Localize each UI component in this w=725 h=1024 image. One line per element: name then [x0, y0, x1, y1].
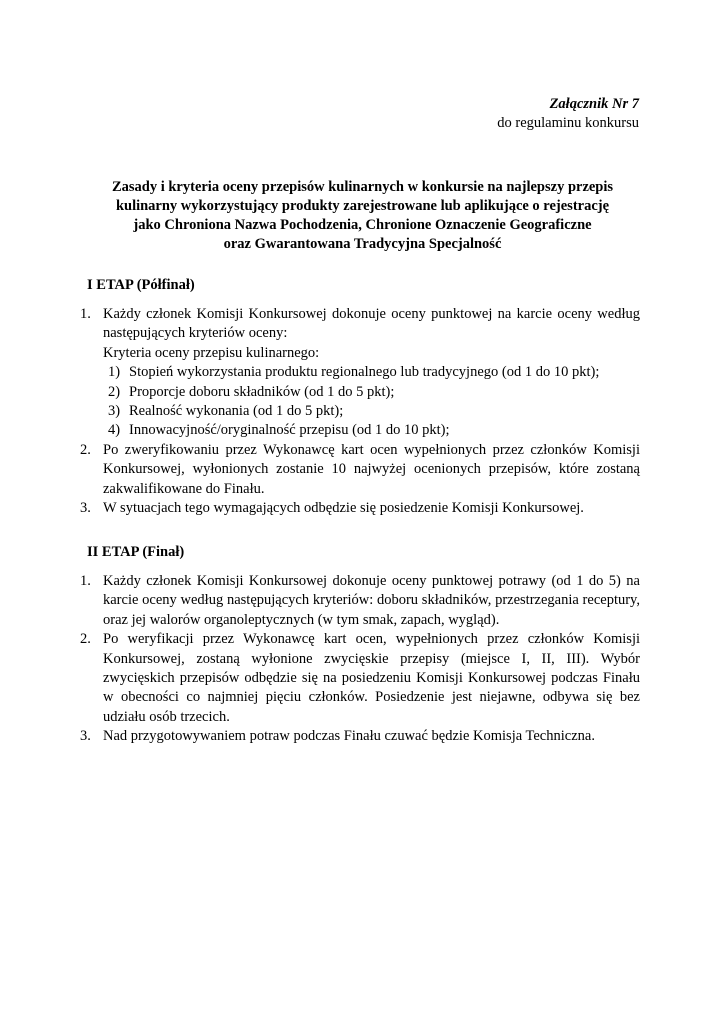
stage1-heading: I ETAP (Półfinał) — [87, 277, 195, 293]
list-item — [80, 727, 640, 746]
item-number: 2. — [80, 631, 91, 648]
list-item — [80, 499, 640, 518]
item-text: Po zweryfikowaniu przez Wykonawcę kart ocen wypełnionych przez członków Komisji Konkursowej, wyłonionych zostanie 10 najwyżej ocenionych przepisów, które zostaną zakwalifikowane do Finału. — [103, 441, 640, 497]
title-line: jako Chroniona Nazwa Pochodzenia, Chronione Oznaczenie Geograficzne — [133, 217, 592, 233]
annex-title: Załącznik Nr 7 — [549, 96, 639, 112]
list-item — [80, 305, 640, 441]
criteria-item — [103, 383, 640, 402]
stage2-heading: II ETAP (Finał) — [87, 544, 185, 560]
criteria-text: Stopień wykorzystania produktu regionalnego lub tradycyjnego (od 1 do 10 pkt); — [129, 364, 600, 381]
item-text: W sytuacjach tego wymagających odbędzie się posiedzenie Komisji Konkursowej. — [103, 500, 584, 517]
title-line: oraz Gwarantowana Tradycyjna Specjalność — [223, 236, 502, 252]
criteria-text: Innowacyjność/oryginalność przepisu (od 1 do 10 pkt); — [129, 422, 450, 439]
stage2-list — [80, 572, 640, 747]
criteria-intro: Kryteria oceny przepisu kulinarnego: — [103, 344, 320, 361]
item-number: 1. — [80, 573, 91, 589]
item-text: Każdy członek Komisji Konkursowej dokonuje oceny punktowej na karcie oceny według następujących kryteriów oceny: — [103, 306, 640, 342]
criteria-number: 2) — [108, 383, 121, 400]
annex-header — [497, 95, 639, 133]
item-text: Nad przygotowywaniem potraw podczas Finału czuwać będzie Komisja Techniczna. — [103, 728, 595, 745]
title-line: kulinarny wykorzystujący produkty zarejestrowane lub aplikujące o rejestrację — [115, 198, 610, 214]
criteria-item — [103, 421, 640, 440]
criteria-number: 3) — [108, 403, 121, 420]
annex-subtitle: do regulaminu konkursu — [497, 115, 639, 131]
list-item — [80, 630, 640, 727]
item-number: 2. — [80, 441, 91, 458]
criteria-item — [103, 363, 640, 382]
criteria-number: 1) — [108, 364, 121, 381]
stage1-list — [80, 305, 640, 518]
item-number: 3. — [80, 500, 91, 517]
criteria-text: Realność wykonania (od 1 do 5 pkt); — [129, 403, 344, 420]
criteria-number: 4) — [108, 422, 121, 439]
criteria-item — [103, 402, 640, 421]
list-item — [80, 441, 640, 499]
item-text: Po weryfikacji przez Wykonawcę kart ocen, wypełnionych przez członków Komisji Konkursowej, zostaną wyłonione zwycięskie przepisy (miejsce I, II, III). Wybór zwycięskich przepisów odbędzie się na posiedzeniu Komisji Konkursowej podczas Finału w obecności co najmniej pięciu członków. Posiedzenie jest niejawne, odbywa się bez udziału osób trzecich. — [103, 631, 640, 725]
title-line: Zasady i kryteria oceny przepisów kulinarnych w konkursie na najlepszy przepis — [111, 179, 614, 195]
item-number: 1. — [80, 306, 91, 322]
criteria-text: Proporcje doboru składników (od 1 do 5 pkt); — [129, 383, 395, 400]
item-number: 3. — [80, 728, 91, 745]
document-title — [80, 178, 645, 254]
item-text: Każdy członek Komisji Konkursowej dokonuje oceny punktowej potrawy (od 1 do 5) na karcie oceny według następujących kryteriów: doboru składników, przestrzegania receptury, oraz jej walorów organoleptycznych (w tym smak, zapach, wygląd). — [103, 573, 640, 628]
list-item — [80, 572, 640, 630]
